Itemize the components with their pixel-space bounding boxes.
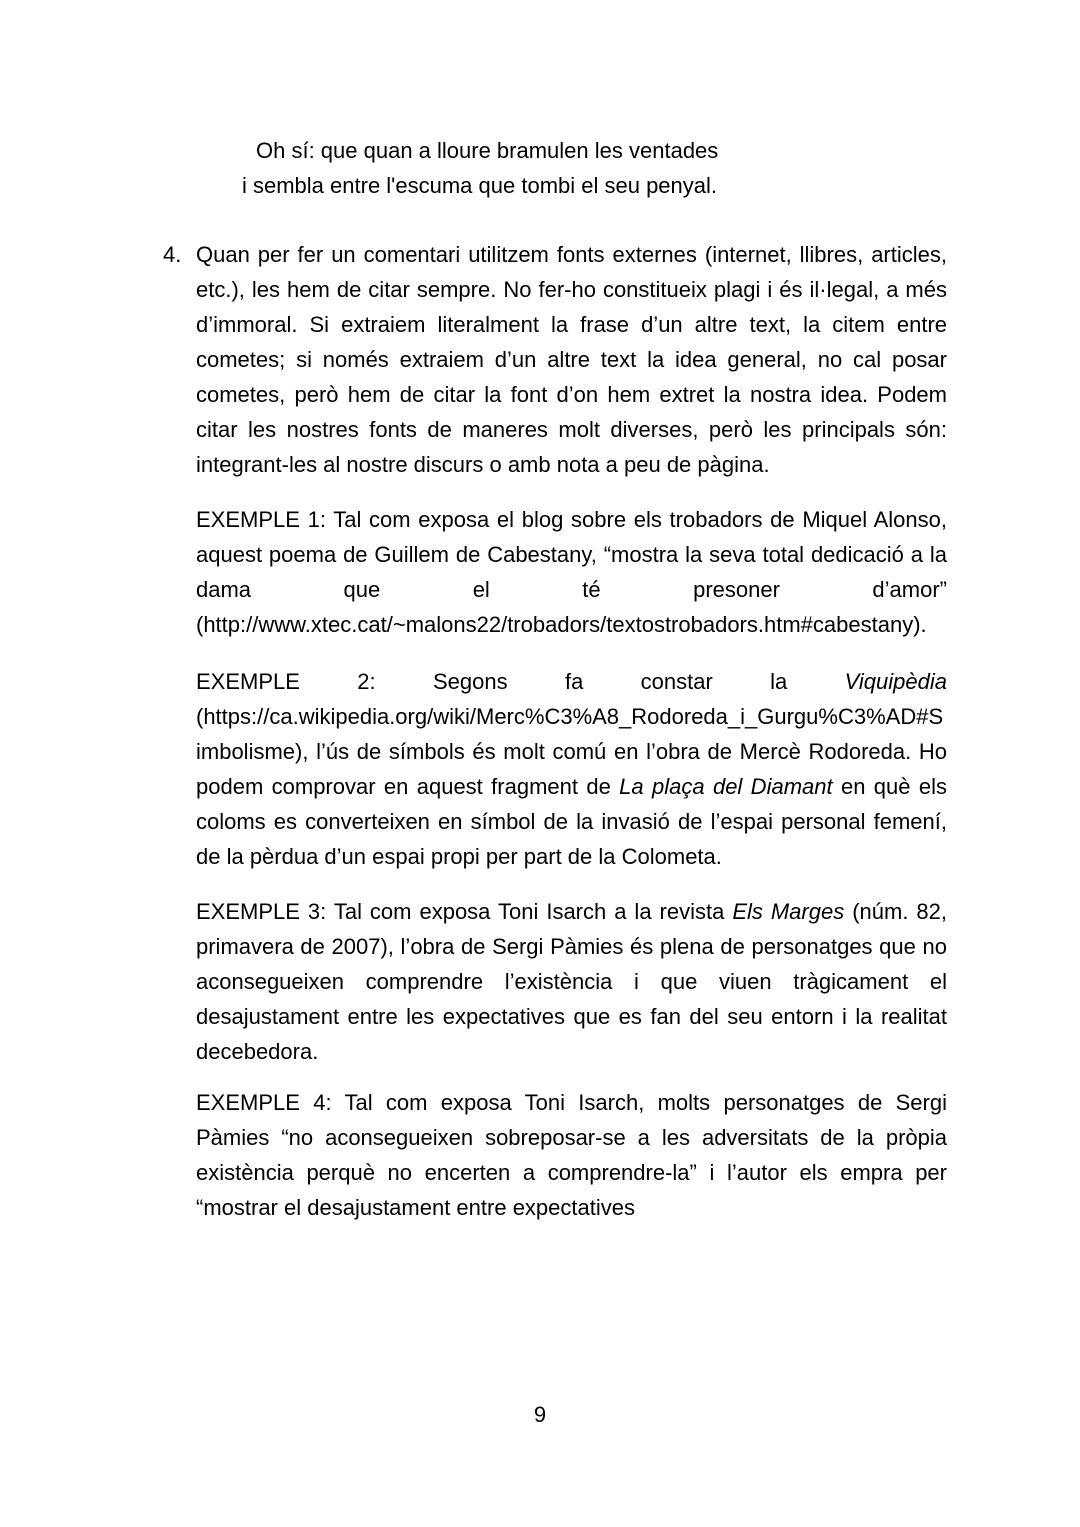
poem-line-2: i sembla entre l'escuma que tombi el seu penyal.	[242, 173, 718, 198]
example-2-paragraph	[196, 664, 947, 874]
text-segment: (https://ca.wikipedia.org/wiki/Merc%C3%A8_Rodoreda_i_Gurgu%C3%AD#Simbolisme), l’ús de símbols és molt comú en l’obra de Mercè Rodoreda. Ho podem comprovar en aquest fragment de	[196, 704, 947, 799]
text-segment: EXEMPLE 1: Tal com exposa el blog sobre els trobadors de Miquel Alonso, aquest poema de Guillem de Cabestany, “mostra la seva total dedicació a la dama que el té presoner d’amor” (http://www.xtec.cat/~malons22/trobadors/textostrobadors.htm#cabestany).	[196, 507, 947, 637]
poem-quote	[242, 0, 1080, 203]
numbered-list-item-4	[163, 237, 947, 482]
text-segment: (núm. 82, primavera de 2007), l’obra de Sergi Pàmies és plena de personatges que no aconsegueixen comprendre l’existència i que viuen tràgicament el desajustament entre les expectatives que es fan del seu entorn i la realitat decebedora.	[196, 899, 947, 1064]
italic-title-viquipedia: Viquipèdia	[844, 669, 947, 694]
text-segment: en què els coloms es converteixen en símbol de la invasió de l’espai personal femení, de la pèrdua d’un espai propi per part de la Colometa.	[196, 774, 947, 869]
list-item-text: Quan per fer un comentari utilitzem fonts externes (internet, llibres, articles, etc.), les hem de citar sempre. No fer-ho constitueix plagi i és il·legal, a més d’immoral. Si extraiem literalment la frase d’un altre text, la citem entre cometes; si només extraiem d’un altre text la idea general, no cal posar cometes, però hem de citar la font d’on hem extret la nostra idea. Podem citar les nostres fonts de maneres molt diverses, però les principals són: integrant-les al nostre discurs o amb nota a peu de pàgina.	[196, 242, 947, 477]
list-item-number: 4.	[163, 242, 182, 267]
text-segment: EXEMPLE 4: Tal com exposa Toni Isarch, molts personatges de Sergi Pàmies “no aconsegueixen sobreposar-se a les adversitats de la pròpia existència perquè no encerten a comprendre-la” i l’autor els empra per “mostrar el desajustament entre expectatives	[196, 1090, 947, 1220]
poem-line-1: Oh sí: que quan a lloure bramulen les ventades	[256, 138, 719, 163]
italic-title-els-marges: Els Marges	[732, 899, 845, 924]
example-3-paragraph	[196, 894, 947, 1069]
example-4-paragraph	[196, 1085, 947, 1225]
text-segment: EXEMPLE 2: Segons fa constar la	[196, 669, 845, 694]
text-segment: EXEMPLE 3: Tal com exposa Toni Isarch a la revista	[196, 899, 733, 924]
page-number: 9	[533, 1402, 547, 1427]
italic-title-la-placa-del-diamant: La plaça del Diamant	[619, 774, 833, 799]
example-1-paragraph	[196, 502, 947, 642]
